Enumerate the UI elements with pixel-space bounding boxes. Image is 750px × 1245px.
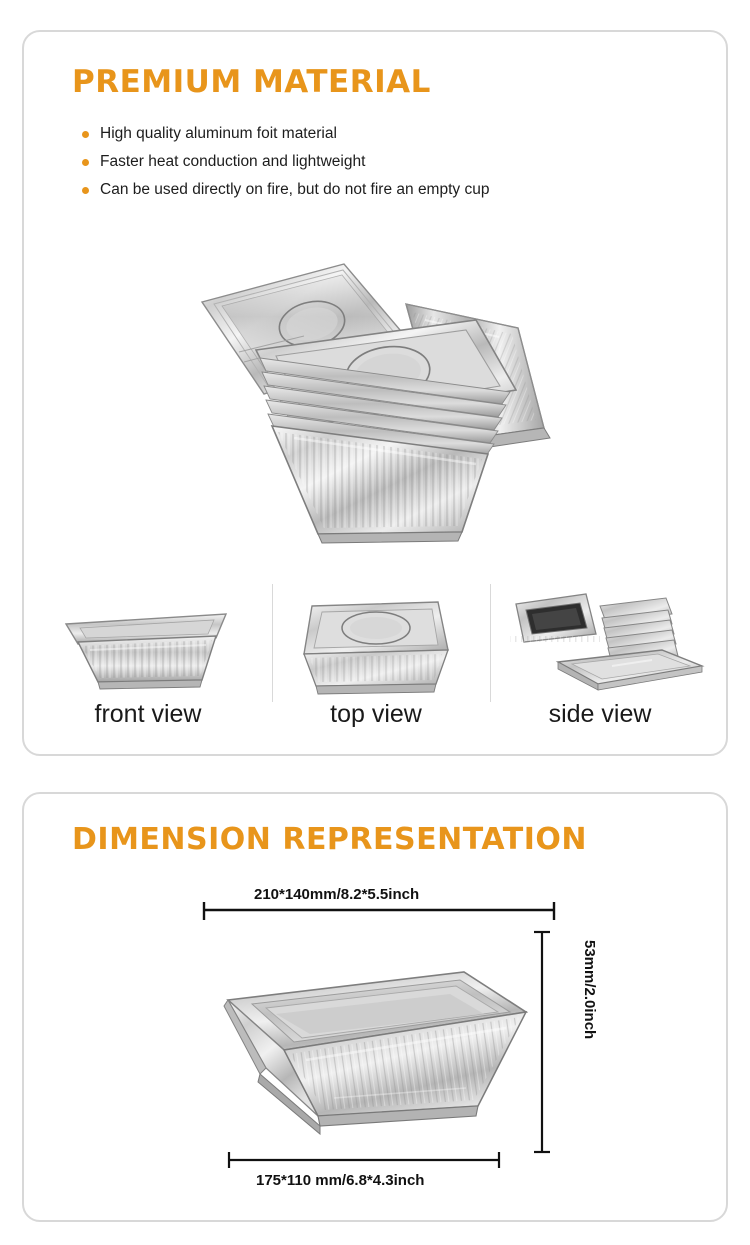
premium-material-title: PREMIUM MATERIAL xyxy=(72,64,431,100)
side-view-image xyxy=(502,580,712,706)
list-item xyxy=(82,124,682,143)
dimension-representation-panel xyxy=(22,792,728,1222)
list-item xyxy=(82,180,682,199)
bullet-dot-icon xyxy=(82,131,89,138)
dimension-title: DIMENSION REPRESENTATION xyxy=(72,822,587,857)
hero-tray-stack xyxy=(256,320,516,543)
dimension-tray-image xyxy=(214,964,534,1144)
hero-product-photo xyxy=(144,232,614,562)
bullet-dot-icon xyxy=(82,159,89,166)
premium-material-panel xyxy=(22,30,728,756)
front-view-image xyxy=(56,592,236,702)
front-view-label: front view xyxy=(94,700,202,728)
top-view-image xyxy=(286,588,466,706)
top-view-label: top view xyxy=(330,700,422,728)
view-divider-2 xyxy=(490,584,491,702)
feature-text: Can be used directly on fire, but do not fire an empty cup xyxy=(100,181,490,198)
top-dimension-label: 210*140mm/8.2*5.5inch xyxy=(254,886,420,903)
premium-feature-list xyxy=(82,124,682,208)
side-dimension-label: 53mm/2.0inch xyxy=(581,940,598,1040)
list-item xyxy=(82,152,682,171)
feature-text: Faster heat conduction and lightweight xyxy=(100,153,366,170)
view-divider-1 xyxy=(272,584,273,702)
feature-text: High quality aluminum foit material xyxy=(100,125,337,142)
bottom-dimension-label: 175*110 mm/6.8*4.3inch xyxy=(256,1172,425,1189)
bullet-dot-icon xyxy=(82,187,89,194)
side-view-label: side view xyxy=(548,700,652,728)
